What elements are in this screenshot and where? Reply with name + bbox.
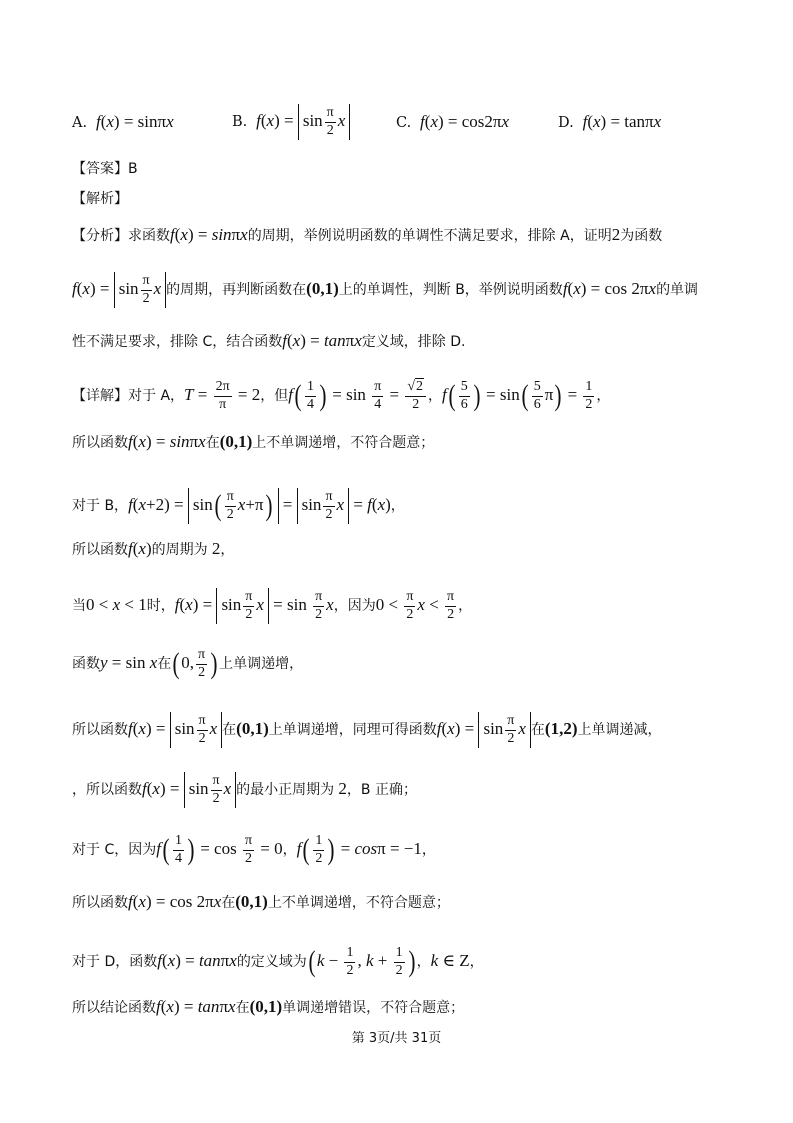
- text: 所以结论函数: [72, 1000, 156, 1016]
- text: 上的单调性，判断 B，举例说明函数: [338, 282, 563, 299]
- text: 的周期，举例说明函数的单调性不满足要求，排除 A，证明: [247, 228, 612, 244]
- page-footer: 第 3页/共 31页: [351, 1031, 442, 1046]
- option-a-formula: f(x) = sinπx: [95, 112, 174, 131]
- text: 函数: [72, 656, 100, 673]
- text: 定义域，排除 D.: [361, 334, 466, 350]
- option-c-label: C.: [396, 115, 412, 131]
- text: 当: [72, 598, 86, 615]
- text: 为函数: [620, 228, 663, 244]
- text: 上不单调递增，不符合题意；: [267, 895, 450, 911]
- detail-line-b6: ，所以函数f(x) = sin $\frac{\pi}{2}$ x 的最小正周期为 2，B 正确；: [72, 772, 417, 808]
- text: 在: [235, 1000, 250, 1016]
- text: 所以函数: [72, 435, 128, 451]
- text: 在: [205, 435, 220, 451]
- analysis-line-2: f(x) = sin $\frac{\pi}{2}$ x 的周期，再判断函数在(0,1)上的单调性，判断 B，举例说明函数f(x) = cos 2πx的单调: [72, 272, 698, 308]
- text: 单调递增错误，不符合题意；: [282, 1000, 465, 1016]
- analysis-heading: 【解析】: [72, 191, 128, 207]
- option-b: [232, 104, 350, 140]
- option-d-formula: f(x) = tanπx: [582, 112, 662, 131]
- text: 对于 A，: [128, 388, 185, 405]
- text: 所以函数: [72, 722, 128, 739]
- option-d-label: D.: [558, 115, 574, 131]
- text: 的单调: [656, 282, 699, 299]
- text: ，: [596, 388, 611, 405]
- text: 对于 D，函数: [72, 954, 158, 971]
- text: 在: [221, 895, 236, 911]
- detail-tag: 【详解】: [72, 388, 128, 405]
- text: 所以函数: [72, 895, 128, 911]
- detail-line-a: 【详解】对于 A，T = $\frac{2\pi}{\pi}$ = 2，但f( $\frac{1}{4}$ ) = sin $\frac{\pi}{4}$ = $\frac{√2}{2}$ ，f( $\frac{5}{6}$ ) = sin( $\frac{5}{6}$ π) = $\frac{1}{2}$ ，: [72, 379, 611, 413]
- text: 对于 B，: [72, 498, 129, 515]
- text: 所以函数: [72, 542, 128, 558]
- text: ，所以函数: [72, 782, 142, 799]
- detail-line-d2: 所以结论函数f(x) = tanπx在(0,1)单调递增错误，不符合题意；: [72, 997, 465, 1016]
- detail-line-c2: 所以函数f(x) = cos 2πx在(0,1)上不单调递增，不符合题意；: [72, 892, 450, 911]
- text: 性不满足要求，排除 C，结合函数: [72, 334, 283, 350]
- text: 的定义域为: [236, 954, 307, 971]
- detail-line-b: 对于 B，f(x+2) = sin( $\frac{\pi}{2}$ x+π) = sin $\frac{\pi}{2}$ x = f(x)，: [72, 488, 405, 524]
- text: 对于 C，因为: [72, 842, 157, 859]
- analysis-tag: 【分析】: [72, 228, 128, 244]
- option-c: [396, 112, 509, 132]
- detail-line-b4: 函数y = sin x在(0, $\frac{\pi}{2}$ ) 上单调递增，: [72, 647, 304, 681]
- text: ，: [469, 954, 484, 971]
- answer-line: 【答案】B: [72, 161, 138, 177]
- option-c-formula: f(x) = cos2πx: [420, 112, 510, 131]
- text: ，: [390, 498, 405, 515]
- option-d: [558, 112, 661, 132]
- option-a-label: A.: [72, 115, 88, 131]
- analysis-line-1: 【分析】求函数f(x) = sinπx的周期，举例说明函数的单调性不满足要求，排除 A，证明2为函数: [72, 225, 663, 244]
- text: 上不单调递增，不符合题意；: [252, 435, 435, 451]
- text: 在: [222, 722, 237, 739]
- text: 的周期为: [151, 542, 208, 558]
- text: 在: [530, 722, 545, 739]
- text: 时，: [146, 598, 175, 615]
- text: ，: [416, 954, 431, 971]
- text: ，因为: [333, 598, 376, 615]
- detail-line-b2: 所以函数f(x)的周期为 2，: [72, 539, 235, 558]
- text: ，: [428, 388, 443, 405]
- text: 的周期，再判断函数在: [166, 282, 307, 299]
- text: ，: [220, 542, 235, 558]
- detail-line-d: 对于 D，函数f(x) = tanπx的定义域为(k − $\frac{1}{2}$ , k + $\frac{1}{2}$ ) ，k ∈ Z，: [72, 945, 484, 979]
- detail-line-b3: 当0 < x < 1时，f(x) = sin $\frac{\pi}{2}$ x = sin $\frac{\pi}{2}$ x，因为0 < $\frac{\pi}{2}$ x < $\frac{\pi}{2}$ ，: [72, 588, 472, 624]
- text: ，: [282, 842, 297, 859]
- text: ，: [458, 598, 473, 615]
- text: 上单调递增，: [219, 656, 304, 673]
- detail-line-c: 对于 C，因为f( $\frac{1}{4}$ ) = cos $\frac{\pi}{2}$ = 0，f( $\frac{1}{2}$ ) = cosπ = −1，: [72, 833, 436, 867]
- text: 的最小正周期为: [236, 782, 335, 799]
- detail-line-b5: 所以函数f(x) = sin $\frac{\pi}{2}$ x 在(0,1)上单调递增，同理可得函数f(x) = sin $\frac{\pi}{2}$ x 在(1,2)上单调递减，: [72, 712, 662, 748]
- text: 求函数: [128, 228, 170, 244]
- text: ，B 正确；: [346, 782, 417, 799]
- text: ，: [421, 842, 436, 859]
- text: 2: [611, 225, 621, 244]
- text: 上单调递减，: [577, 722, 662, 739]
- text: 上单调递增，同理可得函数: [268, 722, 437, 739]
- option-b-formula: f(x) = sin $\frac{\pi}{2}$ x: [252, 111, 350, 130]
- option-b-label: B.: [232, 114, 248, 131]
- text: ，但: [260, 388, 289, 405]
- text: 在: [157, 656, 172, 673]
- option-a: [72, 112, 174, 132]
- analysis-line-3: 性不满足要求，排除 C，结合函数f(x) = tanπx定义域，排除 D.: [72, 331, 466, 350]
- detail-line-a2: 所以函数f(x) = sinπx在(0,1)上不单调递增，不符合题意；: [72, 432, 435, 451]
